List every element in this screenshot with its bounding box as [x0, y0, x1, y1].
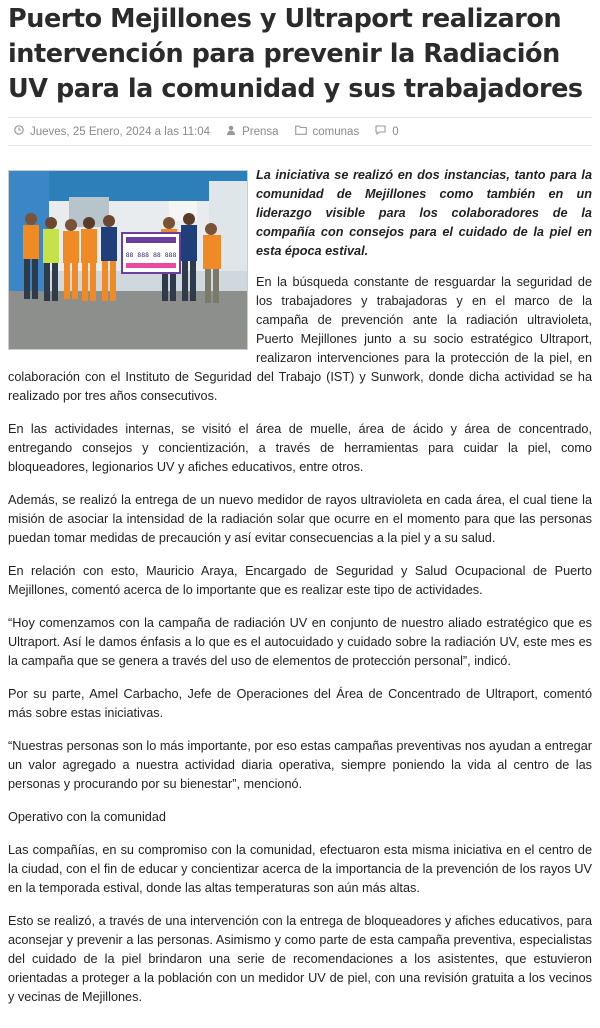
article-paragraph: En la búsqueda constante de resguardar la seguridad de los trabajadores y trabajadoras y en el marco de la campaña de prevención ante la radiación ultravioleta, Puerto Mejillones junto a su socio estratégico Ultraport, realizaron intervenciones para la protección de la piel, en colaboración con el Instituto de Seguridad del Trabajo (IST) y Sunwork, donde dicha actividad se ha realizado por tres años consecutivos.: [8, 275, 592, 403]
article-title: Puerto Mejillones y Ultraport realizaron intervención para prevenir la Radiación UV para la comunidad y sus trabajadores: [8, 4, 583, 104]
article-lead: La iniciativa se realizó en dos instancias, tanto para la comunidad de Mejillones como también en un liderazgo visible para los colaboradores de la compañía con consejos para el cuidado de la piel en esta época estival.: [256, 168, 592, 258]
publish-date: Jueves, 25 Enero, 2024 a las 11:04: [30, 125, 211, 138]
article-paragraph: Además, se realizó la entrega de un nuevo medidor de rayos ultravioleta en cada área, el cual tiene la misión de asociar la intensidad de la radiación solar que ocurre en el momento para que las personas puedan tomar medidas de precaución y así evitar consecuencias a la piel y a su salud.: [8, 493, 592, 545]
article-paragraph: “Hoy comenzamos con la campaña de radiación UV en conjunto de nuestro aliado estratégico que es Ultraport. Así le damos énfasis a lo que es el autocuidado y cuidado sobre la radiación UV, este mes es la campaña que se genera a través del uso de elementos de protección personal”, indicó.: [8, 616, 592, 668]
article-photo: [8, 170, 248, 350]
article-body: [8, 166, 592, 1021]
comments-count[interactable]: 0: [392, 125, 399, 138]
comment-icon: [375, 125, 386, 138]
user-icon: [226, 125, 236, 138]
article-paragraph: En relación con esto, Mauricio Araya, Encargado de Seguridad y Salud Ocupacional de Puerto Mejillones, comentó acerca de lo importante que es realizar este tipo de actividades.: [8, 564, 592, 597]
uv-meter-display: 88 888 88 888: [125, 251, 177, 259]
clock-icon: [14, 125, 24, 138]
article-paragraph: En las actividades internas, se visitó el área de muelle, área de ácido y área de concentrado, entregando consejos y concientización, a través de herramientas para cuidar la piel, como bloqueadores, legionarios UV y afiches educativos, entre otros.: [8, 422, 592, 474]
author-link[interactable]: Prensa: [242, 125, 279, 138]
article-paragraph: Por su parte, Amel Carbacho, Jefe de Operaciones del Área de Concentrado de Ultraport, comentó más sobre estas iniciativas.: [8, 687, 592, 720]
article: [8, 0, 592, 1021]
article-paragraph: “Nuestras personas son lo más importante, por eso estas campañas preventivas nos ayudan a entregar un valor agregado a nuestra actividad diaria operativa, siempre poniendo la vida al centro de las personas y procurando por su bienestar”, mencionó.: [8, 739, 592, 791]
section-heading: Operativo con la comunidad: [8, 810, 166, 824]
article-paragraph: Esto se realizó, a través de una intervención con la entrega de bloqueadores y afiches educativos, para aconsejar y prevenir a las personas. Asimismo y como parte de esta campaña preventiva, especialistas del cuidado de la piel brindaron una serie de recomendaciones a los asistentes, que estuvieron orientadas a proteger a la población con un medidor UV de piel, con una revisión gratuita a los vecinos y vecinas de Mejillones.: [8, 914, 592, 1004]
category-link[interactable]: comunas: [312, 125, 360, 138]
article-meta: [8, 117, 592, 146]
folder-icon: [295, 125, 307, 138]
article-paragraph: Las compañías, en su compromiso con la comunidad, efectuaron esta misma iniciativa en el centro de la ciudad, con el fin de educar y concientizar acerca de la importancia de la prevención de los rayos UV en la temporada estival, donde las altas temperaturas son aún más altas.: [8, 843, 592, 895]
